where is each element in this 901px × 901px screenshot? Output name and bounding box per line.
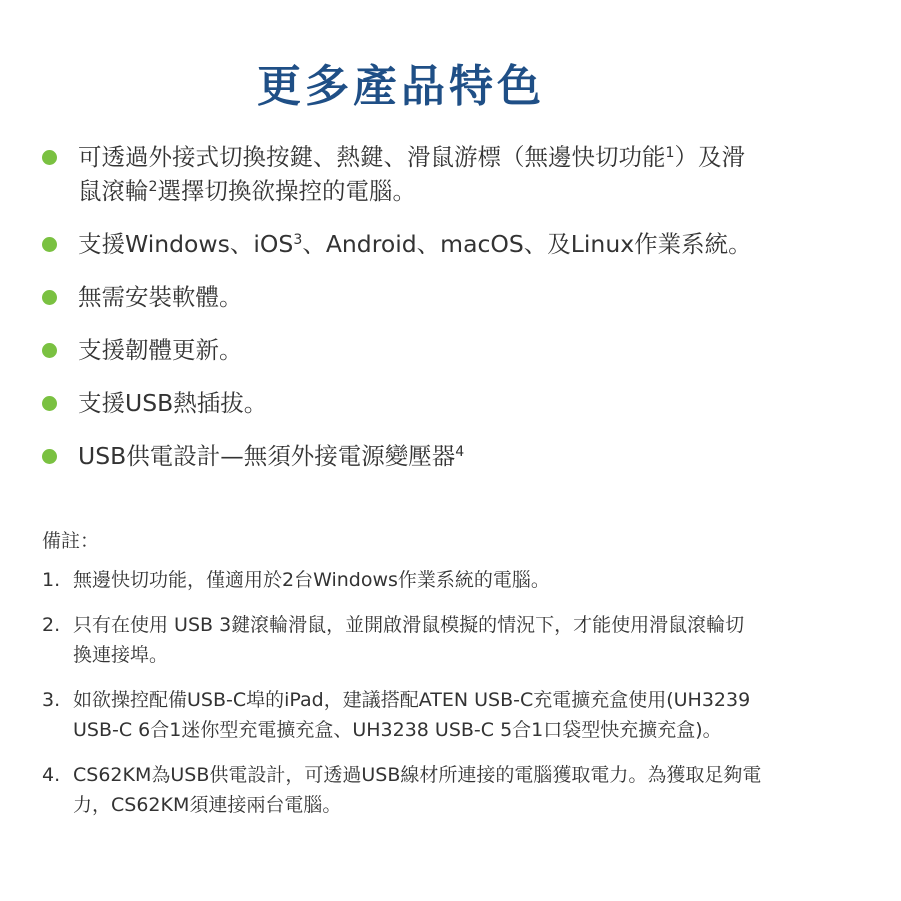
note-text: CS62KM為USB供電設計，可透過USB線材所連接的電腦獲取電力。為獲取足夠電力，CS62KM須連接兩台電腦。 <box>73 764 762 816</box>
note-number: 4. <box>42 764 61 786</box>
page-title: 更多產品特色 <box>257 61 545 113</box>
feature-item <box>40 227 760 261</box>
note-item <box>42 565 762 595</box>
feature-item <box>40 280 760 314</box>
feature-text: ）及滑鼠滾輪 <box>78 143 745 205</box>
feature-item <box>40 140 760 208</box>
feature-text: 選擇切換欲操控的電腦。 <box>157 177 416 205</box>
feature-text: 支援USB熱插拔。 <box>78 389 268 417</box>
note-item <box>42 610 762 670</box>
note-text: 無邊快切功能，僅適用於2台Windows作業系統的電腦。 <box>73 569 550 591</box>
footnote-ref: 3 <box>293 232 303 248</box>
note-number: 1. <box>42 569 61 591</box>
feature-text: 支援韌體更新。 <box>78 336 243 364</box>
notes-heading: 備註： <box>42 530 100 552</box>
bullet-dot-icon <box>42 237 57 252</box>
feature-text: 無需安裝軟體。 <box>78 283 243 311</box>
footnote-ref: 4 <box>455 444 465 460</box>
bullet-dot-icon <box>42 396 57 411</box>
feature-list <box>40 140 760 473</box>
notes-list <box>42 565 762 820</box>
bullet-dot-icon <box>42 290 57 305</box>
bullet-dot-icon <box>42 150 57 165</box>
note-item <box>42 760 762 820</box>
feature-text: 可透過外接式切換按鍵、熱鍵、滑鼠游標（無邊快切功能 <box>78 143 666 171</box>
feature-item <box>40 439 760 473</box>
feature-text: USB供電設計—無須外接電源變壓器 <box>78 442 456 470</box>
note-number: 2. <box>42 614 61 636</box>
feature-text: 支援Windows、iOS <box>78 230 294 258</box>
bullet-dot-icon <box>42 343 57 358</box>
footnote-ref: 1 <box>665 145 675 161</box>
note-text: 只有在使用 USB 3鍵滾輪滑鼠，並開啟滑鼠模擬的情況下，才能使用滑鼠滾輪切換連接埠。 <box>73 614 745 666</box>
bullet-dot-icon <box>42 449 57 464</box>
footnote-ref: 2 <box>148 179 158 195</box>
note-text: 如欲操控配備USB-C埠的iPad，建議搭配ATEN USB-C充電擴充盒使用(UH3239 USB-C 6合1迷你型充電擴充盒、UH3238 USB-C 5合1口袋型快充擴充盒)。 <box>73 689 751 741</box>
note-number: 3. <box>42 689 61 711</box>
note-item <box>42 685 762 745</box>
feature-item <box>40 386 760 420</box>
feature-text: 、Android、macOS、及Linux作業系統。 <box>302 230 752 258</box>
feature-item <box>40 333 760 367</box>
